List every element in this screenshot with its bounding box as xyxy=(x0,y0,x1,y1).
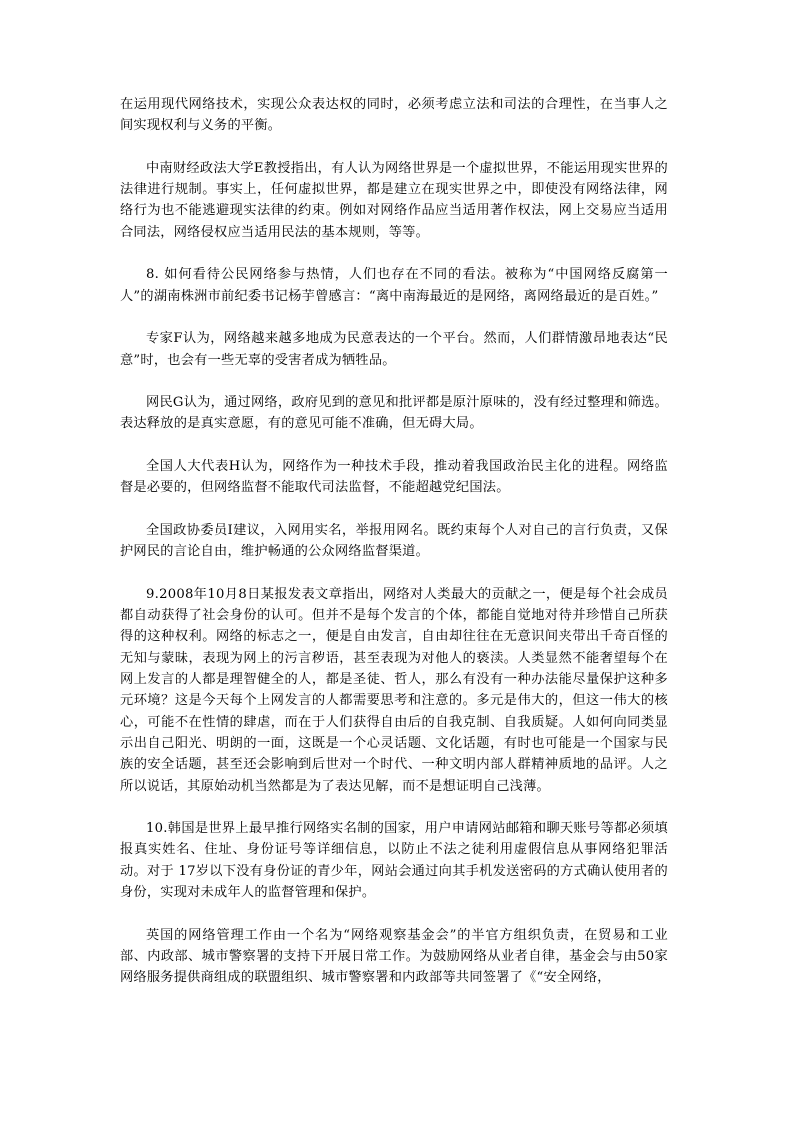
paragraph-7: 全国政协委员I建议，入网用实名，举报用网名。既约束每个人对自己的言行负责，又保护网民的言论自由，维护畅通的公众网络监督渠道。 xyxy=(120,522,668,560)
paragraph-8: 9.2008年10月8日某报发表文章指出，网络对人类最大的贡献之一，便是每个社会成员都自动获得了社会身份的认可。但并不是每个发言的个体，都能自觉地对待并珍惜自己所获得的这种权利。网络的标志之一，便是自由发言，自由却往往在无意识间夹带出千奇百怪的无知与蒙昧，表现为网上的污言秽语，甚至表现为对他人的亵渎。人类显然不能奢望每个在网上发言的人都是理智健全的人，都是圣徒、哲人，那么有没有一种办法能尽量保护这种多元环境？这是今天每个上网发言的人都需要思考和注意的。多元是伟大的，但这一伟大的核心，可能不在性情的肆虐，而在于人们获得自由后的自我克制、自我质疑。人如何向同类显示出自己阳光、明朗的一面，这既是一个心灵话题、文化话题，有时也可能是一个国家与民族的安全话题，甚至还会影响到后世对一个时代、一种文明内部人群精神质地的品评。人之所以说话，其原始动机当然都是为了表达见解，而不是想证明自己浅薄。 xyxy=(120,586,668,794)
paragraph-9: 10.韩国是世界上最早推行网络实名制的国家，用户申请网站邮箱和聊天账号等都必须填报真实姓名、住址、身份证号等详细信息，以防止不法之徒利用虚假信息从事网络犯罪活动。对于 17岁以下没有身份证的青少年，网站会通过向其手机发送密码的方式确认使用者的身份，实现对未成年人的监督管理和保护。 xyxy=(120,821,668,900)
paragraph-10: 英国的网络管理工作由一个名为“网络观察基金会”的半官方组织负责，在贸易和工业部、内政部、城市警察署的支持下开展日常工作。为鼓励网络从业者自律，基金会与由50家网络服务提供商组成的联盟组织、城市警察署和内政部等共同签署了《“安全网络， xyxy=(120,927,668,986)
paragraph-3: 8. 如何看待公民网络参与热情，人们也存在不同的看法。被称为“中国网络反腐第一人”的湖南株洲市前纪委书记杨芋曾感言：“离中南海最近的是网络，离网络最近的是百姓。” xyxy=(120,267,668,304)
paragraph-2: 中南财经政法大学E教授指出，有人认为网络世界是一个虚拟世界，不能运用现实世界的法律进行规制。事实上，任何虚拟世界，都是建立在现实世界之中，即使没有网络法律，网络行为也不能逃避现实法律的约束。例如对网络作品应当适用著作权法，网上交易应当适用合同法，网络侵权应当适用民法的基本规则，等等。 xyxy=(120,160,668,240)
paragraph-1: 在运用现代网络技术，实现公众表达权的同时，必须考虑立法和司法的合理性，在当事人之间实现权利与义务的平衡。 xyxy=(120,97,668,134)
document-page xyxy=(120,94,668,1010)
paragraph-6: 全国人大代表H认为，网络作为一种技术手段，推动着我国政治民主化的进程。网络监督是必要的，但网络监督不能取代司法监督，不能超越党纪国法。 xyxy=(120,459,668,496)
paragraph-5: 网民G认为，通过网络，政府见到的意见和批评都是原汁原味的，没有经过整理和筛选。表达释放的是真实意愿，有的意见可能不准确，但无碍大局。 xyxy=(120,395,668,432)
paragraph-4: 专家F认为，网络越来越多地成为民意表达的一个平台。然而，人们群情激昂地表达“民意”时，也会有一些无辜的受害者成为牺牲品。 xyxy=(120,331,668,368)
